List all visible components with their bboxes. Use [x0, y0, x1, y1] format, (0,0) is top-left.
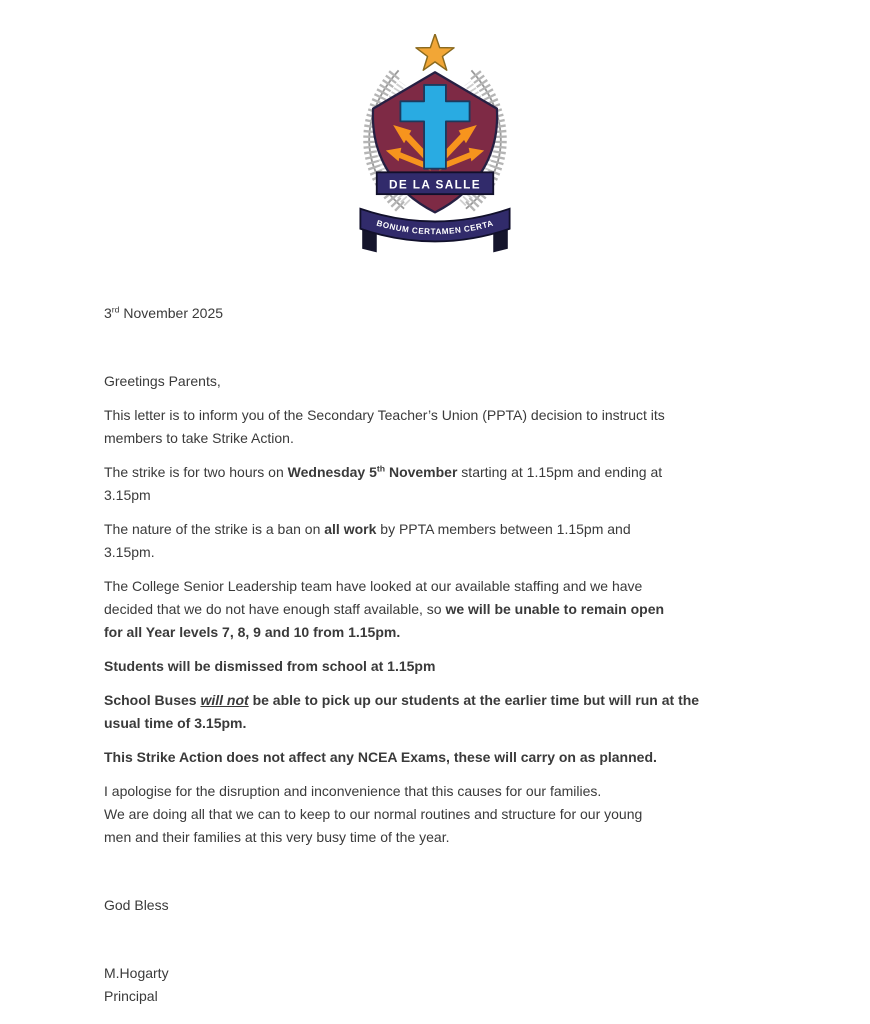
date-line: [104, 302, 810, 325]
letter-body: [104, 302, 810, 1008]
text-run: for all Year levels 7, 8, 9 and 10 from 1.15pm.: [104, 624, 401, 641]
text-run: The nature of the strike is a ban on: [104, 521, 325, 538]
school-crest: [0, 0, 870, 256]
blank-line: [104, 928, 810, 951]
name-band: [377, 172, 493, 194]
motto-text: BONUM CERTAMEN CERTA: [375, 218, 495, 237]
blank-line: [104, 336, 810, 359]
text-run: November 2025: [119, 305, 224, 322]
signature: [104, 962, 810, 1008]
text-run: The College Senior Leadership team have looked at our available staffing and we have: [104, 578, 643, 595]
text-run: 3: [104, 305, 112, 322]
paragraph-dismissal: [104, 655, 810, 678]
paragraph-strike-time: [104, 461, 810, 507]
text-run: th: [376, 463, 386, 474]
text-run: God Bless: [104, 897, 169, 914]
text-run: Students will be dismissed from school at 1.15pm: [104, 658, 436, 675]
text-run: will not: [200, 692, 249, 709]
greeting: [104, 370, 810, 393]
text-run: men and their families at this very busy time of the year.: [104, 829, 450, 846]
text-run: starting at 1.15pm and ending at: [457, 464, 663, 481]
paragraph-apology: [104, 780, 810, 849]
text-run: all work: [324, 521, 377, 538]
text-run: 3.15pm: [104, 487, 151, 504]
closing: [104, 894, 810, 917]
blank-line: [104, 860, 810, 883]
text-run: 3.15pm.: [104, 544, 155, 561]
text-run: This letter is to inform you of the Secondary Teacher’s Union (PPTA) decision to instruct its: [104, 407, 665, 424]
text-run: decided that we do not have enough staff available, so: [104, 601, 446, 618]
motto-ribbon-band: [360, 209, 509, 242]
paragraph-ncea: [104, 746, 810, 769]
text-run: We are doing all that we can to keep to our normal routines and structure for our young: [104, 806, 643, 823]
text-run: Principal: [104, 988, 158, 1005]
text-run: by PPTA members between 1.15pm and: [376, 521, 631, 538]
text-run: School Buses: [104, 692, 201, 709]
paragraph-strike-nature: [104, 518, 810, 564]
text-run: M.Hogarty: [104, 965, 169, 982]
paragraph-staffing: [104, 575, 810, 644]
crest-name-text: DE LA SALLE: [388, 177, 482, 192]
school-crest-graphic: [344, 34, 526, 256]
paragraph-buses: [104, 689, 810, 735]
star-icon: [416, 34, 454, 70]
text-run: Greetings Parents,: [104, 373, 221, 390]
text-run: members to take Strike Action.: [104, 430, 294, 447]
text-run: Wednesday 5: [287, 464, 377, 481]
text-run: I apologise for the disruption and inconvenience that this causes for our families.: [104, 783, 602, 800]
text-run: be able to pick up our students at the earlier time but will run at the: [248, 692, 700, 709]
text-run: The strike is for two hours on: [104, 464, 288, 481]
text-run: This Strike Action does not affect any NCEA Exams, these will carry on as planned.: [104, 749, 657, 766]
text-run: we will be unable to remain open: [445, 601, 665, 618]
text-run: rd: [111, 304, 120, 315]
text-run: usual time of 3.15pm.: [104, 715, 247, 732]
text-run: November: [385, 464, 458, 481]
paragraph-intro: [104, 404, 810, 450]
